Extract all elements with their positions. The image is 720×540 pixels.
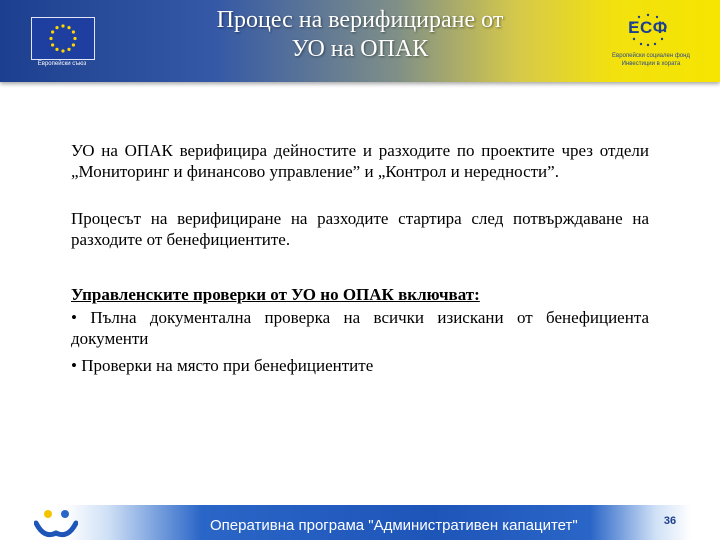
- paragraph-1: УО на ОПАК верифицира дейностите и разходите по проектите чрез отдели „Мониторинг и финансово управление” и „Контрол и нередности”.: [71, 141, 649, 181]
- title-line-2: УО на ОПАК: [291, 36, 429, 62]
- page-number: 36: [663, 515, 677, 527]
- program-name: Оперативна програма "Административен капацитет": [210, 517, 578, 534]
- slide-title: [150, 6, 570, 64]
- esf-caption-line-1: Европейски социален фонд: [612, 53, 690, 59]
- eu-flag-icon: [31, 17, 95, 60]
- checks-subheading: Управленските проверки от УО но ОПАК включват:: [71, 285, 480, 304]
- slide-content: [71, 140, 649, 376]
- esf-logo-icon: [606, 12, 696, 74]
- slide-header: [0, 0, 720, 82]
- title-line-1: Процес на верифициране от: [216, 7, 504, 33]
- esf-caption-line-2: Инвестиции в хората: [621, 61, 681, 67]
- esf-caption: [606, 52, 696, 68]
- eu-logo: [28, 15, 96, 71]
- opak-logo-icon: [34, 507, 78, 540]
- esf-text: ЕСФ: [628, 18, 668, 37]
- eu-caption: Европейски съюз: [37, 61, 87, 67]
- bullet-item: • Пълна документална проверка на всички изискани от бенефициента документи: [71, 308, 649, 348]
- slide-footer: [0, 505, 720, 540]
- bullet-item: • Проверки на място при бенефициентите: [71, 356, 374, 375]
- paragraph-2: Процесът на верифициране на разходите стартира след потвърждаване на разходите от бенефициентите.: [71, 209, 649, 249]
